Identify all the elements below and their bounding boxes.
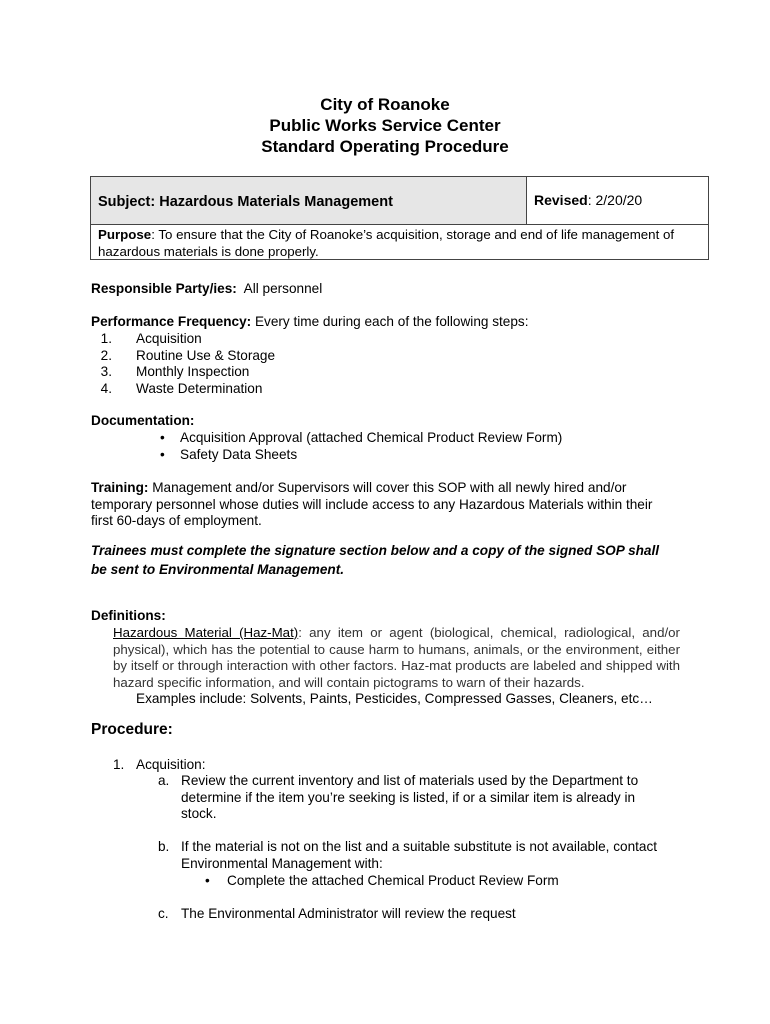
performance-frequency	[91, 314, 528, 331]
trainees-note: Trainees must complete the signature section below and a copy of the signed SOP shall be sent to Environmental Management.	[91, 543, 660, 577]
training-section: Training: Management and/or Supervisors will cover this SOP with all newly hired and/or temporary personnel whose duties will include access to any Hazardous Materials within their first 60-days of employment.	[91, 480, 653, 529]
bullet-icon: •	[160, 430, 165, 445]
procedure-substep-b: b. If the material is not on the list and a suitable substitute is not available, contact Environmental Management with:	[158, 839, 658, 871]
procedure-substep-a: a. Review the current inventory and list of materials used by the Department to determine if the item you’re seeking is listed, if or a similar item is already in stock.	[158, 773, 639, 822]
revised-date: : 2/20/20	[587, 192, 643, 208]
definition-term: Hazardous Material (Haz-Mat)	[113, 625, 299, 640]
documentation-label: Documentation:	[91, 413, 195, 428]
frequency-value: Every time during each of the following steps:	[254, 314, 529, 329]
bullet-icon: •	[160, 447, 165, 462]
info-box	[90, 176, 709, 260]
definition-hazmat: Hazardous Material (Haz-Mat): any item or agent (biological, chemical, radiological, and/or physical), which has the potential to cause harm to humans, animals, or the environment, either by itself or through interaction with other factors. Haz-mat products are labeled and shipped with hazard specific information, and will contain pictograms to warn of their hazards.	[113, 625, 680, 690]
header-department: Public Works Service Center	[269, 116, 501, 135]
responsible-party	[91, 281, 322, 298]
procedure-step-1: 1. Acquisition:	[113, 757, 206, 772]
bullet-icon: •	[205, 873, 210, 888]
subject-text: Subject: Hazardous Materials Management	[98, 194, 393, 210]
definition-examples: Examples include: Solvents, Paints, Pesticides, Compressed Gasses, Cleaners, etc…	[136, 691, 653, 706]
revised-cell	[527, 177, 708, 225]
definitions-label: Definitions:	[91, 608, 166, 623]
responsible-value: All personnel	[243, 281, 323, 296]
purpose-label: Purpose	[98, 227, 152, 242]
document-header	[0, 94, 770, 157]
procedure-substep-c: c. The Environmental Administrator will review the request	[158, 906, 516, 921]
procedure-heading: Procedure:	[91, 721, 173, 738]
header-city: City of Roanoke	[320, 95, 450, 114]
header-doc-type: Standard Operating Procedure	[261, 137, 509, 156]
revised-label: Revised	[534, 192, 588, 208]
subject-cell	[91, 177, 527, 225]
frequency-label: Performance Frequency:	[91, 314, 252, 329]
document-page: City of Roanoke Public Works Service Center Standard Operating Procedure Subject: Hazardous Materials Management Revised: 2/20/20 Purpose: To ensure that the City of Roanoke’s acquisition, storage and end of life management of hazardous materials is done properly. Responsible Party/ies: All personnel Performance Frequency: Every time during each of the following steps: 1. Acquisition 2. Routine Use & Storage 3. Monthly Inspection 4. Waste Determination Documentation: • Acquisition Approval (attached Chemical Product Review Form) • Safety Data Sheets Training: Management and/or Supervisors will cover this SOP with all newly hired and/or temporary personnel whose duties will include access to any Hazardous Materials within their first 60-days of employment. Trainees must complete the signature section below and a copy of the signed SOP shall be sent to Environmental Management. Definitions: Hazardous Material (Haz-Mat): any item or agent (biological, chemical, radiological, and/or physical), which has the potential to cause harm to humans, animals, or the environment, either by itself or through interaction with other factors. Haz-mat products are labeled and shipped with hazard specific information, and will contain pictograms to warn of their hazards. Examples include: Solvents, Paints, Pesticides, Compressed Gasses, Cleaners, etc… Procedure: 1. Acquisition: a. Review the current inventory and list of materials used by the Department to determine if the item you’re seeking is listed, if or a similar item is already in stock. b. If the material is not on the list and a suitable substitute is not available, contact Environmental Management with: • Complete the attached Chemical Product Review Form c. The Environmental Administrator will review the request	[0, 0, 770, 1024]
responsible-label: Responsible Party/ies:	[91, 281, 237, 296]
training-label: Training:	[91, 480, 149, 495]
purpose-text: Purpose: To ensure that the City of Roanoke’s acquisition, storage and end of life management of hazardous materials is done properly.	[98, 227, 675, 259]
